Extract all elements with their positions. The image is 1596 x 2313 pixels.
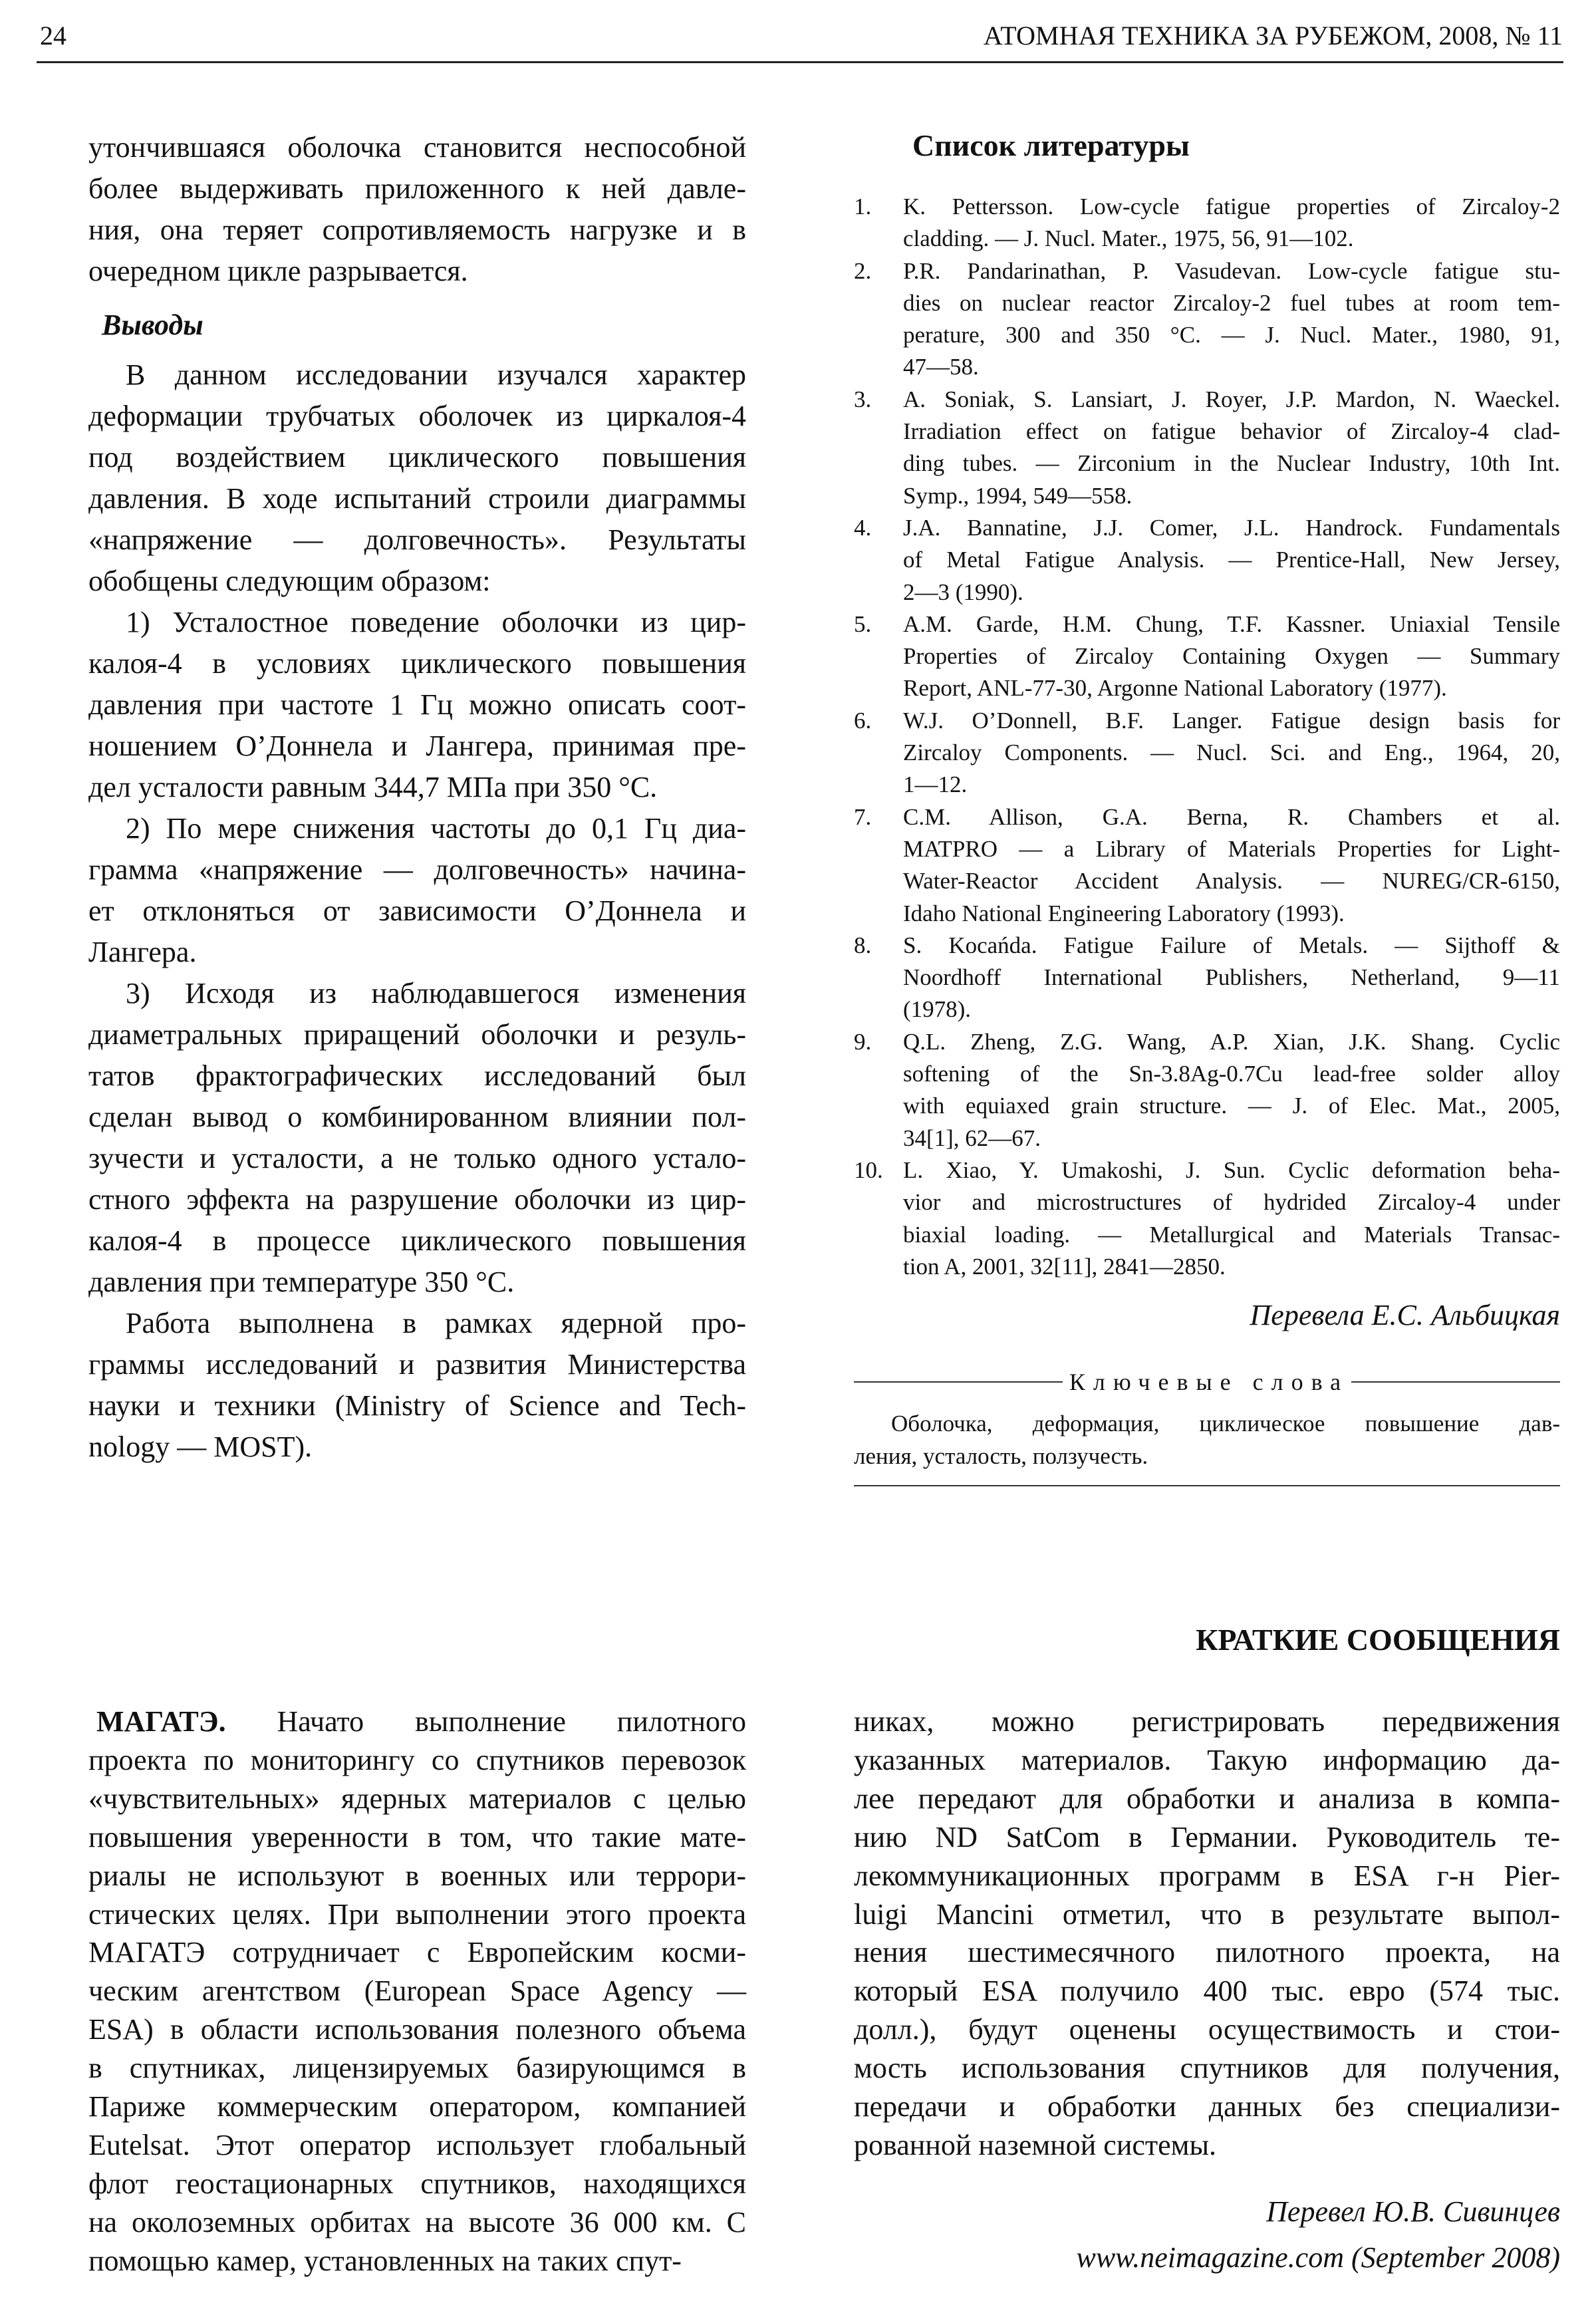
text-line: татов фрактографических исследований был bbox=[88, 1059, 746, 1092]
text-line: ношением О’Доннела и Лангера, принимая пре- bbox=[88, 730, 746, 762]
text-line: давления при частоте 1 Гц можно описать соот- bbox=[88, 688, 746, 721]
text-line: luigi Mancini отметил, что в результате выпол- bbox=[854, 1897, 1560, 1931]
text-line: Zircaloy Components. — Nucl. Sci. and Eng., 1964, 20, bbox=[903, 740, 1560, 766]
text-line: стических целях. При выполнении этого проекта bbox=[88, 1897, 746, 1931]
text-line: Idaho National Engineering Laboratory (1993). bbox=[903, 900, 1345, 926]
reference-number: 9. bbox=[854, 1028, 872, 1055]
text-line: диаметральных приращений оболочки и резуль- bbox=[88, 1018, 746, 1051]
text-line: Оболочка, деформация, циклическое повышение дав- bbox=[891, 1411, 1560, 1436]
text-line: ческим агентством (European Space Agency — bbox=[88, 1974, 746, 2008]
text-line: Water-Reactor Accident Analysis. — NUREG/CR-6150, bbox=[903, 868, 1560, 894]
text-line: граммы исследований и развития Министерства bbox=[88, 1348, 746, 1381]
text-line: S. Kocańda. Fatigue Failure of Metals. — Sijthoff & bbox=[903, 932, 1560, 958]
text-line: 1) Усталостное поведение оболочки из цир- bbox=[126, 606, 746, 638]
text-line: ESA) в области использования полезного объема bbox=[88, 2013, 746, 2046]
text-line: 2—3 (1990). bbox=[903, 579, 1023, 605]
text-line: 34[1], 62—67. bbox=[903, 1125, 1041, 1151]
article-conclusion-column bbox=[88, 127, 746, 1468]
reference-number: 3. bbox=[854, 386, 872, 412]
keywords-divider bbox=[854, 1366, 1560, 1398]
text-line: J.A. Bannatine, J.J. Comer, J.L. Handrock. Fundamentals bbox=[903, 514, 1560, 541]
text-line: флот геостационарных спутников, находящихся bbox=[88, 2167, 746, 2200]
news-left-column bbox=[88, 1702, 746, 2280]
text-line: biaxial loading. — Metallurgical and Materials Transac- bbox=[903, 1221, 1560, 1248]
text-line: Работа выполнена в рамках ядерной про- bbox=[126, 1307, 746, 1339]
text-line: «напряжение — долговечность». Результаты bbox=[88, 523, 746, 556]
text-line: утончившаяся оболочка становится неспособной bbox=[88, 131, 746, 164]
reference-number: 7. bbox=[854, 803, 872, 830]
reference-item bbox=[854, 1026, 1560, 1155]
keywords-heading: Ключевые слова bbox=[1069, 1369, 1349, 1395]
text-line bbox=[88, 1702, 746, 1741]
reference-number: 8. bbox=[854, 932, 872, 958]
text-line: ding tubes. — Zirconium in the Nuclear Industry, 10th Int. bbox=[903, 450, 1560, 477]
text-line: лее передают для обработки и анализа в компа- bbox=[854, 1782, 1560, 1815]
text-line: указанных материалов. Такую информацию да- bbox=[854, 1743, 1560, 1776]
text-line: МАГАТЭ сотрудничает с Европейским косми- bbox=[88, 1936, 746, 1969]
text-line: 2) По мере снижения частоты до 0,1 Гц диа- bbox=[126, 812, 746, 845]
text-line: tion A, 2001, 32[11], 2841—2850. bbox=[903, 1253, 1226, 1280]
text-line: под воздействием циклического повышения bbox=[88, 441, 746, 474]
text-line: 3) Исходя из наблюдавшегося изменения bbox=[126, 977, 746, 1010]
text-line: на околоземных орбитах на высоте 36 000 км. С bbox=[88, 2205, 746, 2239]
text-line: калоя-4 в условиях циклического повышения bbox=[88, 647, 746, 680]
text-line: в спутниках, лицензируемых базирующимся в bbox=[88, 2052, 746, 2085]
text-span: Начато выполнение пилотного bbox=[277, 1705, 746, 1738]
reference-number: 4. bbox=[854, 514, 872, 541]
text-line: науки и техники (Ministry of Science and Tech- bbox=[88, 1389, 746, 1422]
text-line: softening of the Sn-3.8Ag-0.7Cu lead-free solder alloy bbox=[903, 1061, 1560, 1087]
text-line: калоя-4 в процессе циклического повышения bbox=[88, 1224, 746, 1257]
text-line: ния, она теряет сопротивляемость нагрузке и в bbox=[88, 213, 746, 246]
references-list bbox=[854, 191, 1560, 1283]
text-line: MATPRO — a Library of Materials Properties for Light- bbox=[903, 835, 1560, 862]
text-line: with equiaxed grain structure. — J. of Elec. Mat., 2005, bbox=[903, 1093, 1560, 1119]
text-line: зучести и усталости, а не только одного устало- bbox=[88, 1142, 746, 1174]
text-line: очередном цикле разрывается. bbox=[88, 255, 468, 287]
text-line: давления. В ходе испытаний строили диаграммы bbox=[88, 482, 746, 515]
paragraph bbox=[88, 808, 746, 973]
paragraph bbox=[88, 1303, 746, 1468]
text-line: дел усталости равным 344,7 МПа при 350 °С. bbox=[88, 771, 658, 803]
reference-number: 2. bbox=[854, 257, 872, 284]
text-line: нения шестимесячного пилотного проекта, на bbox=[854, 1936, 1560, 1969]
text-line: L. Xiao, Y. Umakoshi, J. Sun. Cyclic deformation beha- bbox=[903, 1156, 1560, 1183]
text-line: мость использования спутников для получения, bbox=[854, 2052, 1560, 2085]
reference-text bbox=[903, 191, 1560, 255]
text-line: Лангера. bbox=[88, 936, 197, 968]
references-translator: Перевела Е.С. Альбицкая bbox=[1250, 1299, 1560, 1331]
divider-line bbox=[854, 1381, 1063, 1383]
text-line: давления при температуре 350 °С. bbox=[88, 1266, 515, 1298]
text-line: Symp., 1994, 549—558. bbox=[903, 482, 1132, 509]
reference-item bbox=[854, 255, 1560, 384]
paragraph bbox=[88, 602, 746, 808]
reference-text bbox=[903, 255, 1560, 384]
conclusions-heading: Выводы bbox=[102, 309, 203, 341]
reference-item bbox=[854, 609, 1560, 705]
text-line: P.R. Pandarinathan, P. Vasudevan. Low-cycle fatigue stu- bbox=[903, 257, 1560, 284]
reference-item bbox=[854, 191, 1560, 255]
text-line: C.M. Allison, G.A. Berna, R. Chambers et al. bbox=[903, 803, 1560, 830]
reference-number: 1. bbox=[854, 194, 872, 219]
reference-item bbox=[854, 384, 1560, 512]
text-line: ления, усталость, ползучесть. bbox=[854, 1443, 1148, 1469]
keywords-text bbox=[854, 1407, 1560, 1472]
text-line: W.J. O’Donnell, B.F. Langer. Fatigue design basis for bbox=[903, 707, 1560, 734]
text-line: vior and microstructures of hydrided Zircaloy-4 under bbox=[903, 1189, 1560, 1216]
news-source: www.neimagazine.com (September 2008) bbox=[1076, 2241, 1560, 2274]
text-line: Eutelsat. Этот оператор использует глобальный bbox=[88, 2128, 746, 2161]
text-line: нию ND SatCom в Германии. Руководитель те- bbox=[854, 1820, 1560, 1853]
reference-text bbox=[903, 609, 1560, 705]
text-line: Report, ANL-77-30, Argonne National Laboratory (1977). bbox=[903, 675, 1447, 702]
text-line: (1978). bbox=[903, 996, 972, 1023]
text-line: 47—58. bbox=[903, 354, 979, 380]
text-line: лекоммуникационных программ в ESA г-н Pier- bbox=[854, 1859, 1560, 1892]
reference-text bbox=[903, 1026, 1560, 1155]
text-line: Irradiation effect on fatigue behavior of Zircaloy-4 clad- bbox=[903, 418, 1560, 445]
reference-text bbox=[903, 705, 1560, 801]
text-line: никах, можно регистрировать передвижения bbox=[854, 1705, 1560, 1738]
news-translator: Перевел Ю.В. Сивинцев bbox=[1266, 2195, 1560, 2228]
text-line: обобщены следующим образом: bbox=[88, 565, 491, 597]
text-line: долл.), будут оценены осуществимость и стои- bbox=[854, 2013, 1560, 2046]
reference-number: 10. bbox=[854, 1156, 883, 1183]
reference-text bbox=[903, 801, 1560, 930]
text-line: Properties of Zircaloy Containing Oxygen — Summary bbox=[903, 643, 1560, 670]
text-line: Noordhoff International Publishers, Netherland, 9—11 bbox=[903, 964, 1560, 991]
reference-item bbox=[854, 705, 1560, 801]
text-line: Q.L. Zheng, Z.G. Wang, A.P. Xian, J.K. Shang. Cyclic bbox=[903, 1028, 1560, 1055]
reference-text bbox=[903, 384, 1560, 512]
text-line: который ESA получило 400 тыс. евро (574 тыс. bbox=[854, 1974, 1560, 2008]
paragraph bbox=[88, 973, 746, 1303]
reference-item bbox=[854, 801, 1560, 930]
text-line: cladding. — J. Nucl. Mater., 1975, 56, 91—102. bbox=[903, 225, 1354, 252]
text-line: проекта по мониторингу со спутников перевозок bbox=[88, 1743, 746, 1776]
text-line: 1—12. bbox=[903, 771, 968, 798]
text-line: повышения уверенности в том, что такие мате- bbox=[88, 1820, 746, 1853]
page-number: 24 bbox=[40, 21, 66, 51]
text-line: dies on nuclear reactor Zircaloy-2 fuel tubes at room tem- bbox=[903, 289, 1560, 316]
text-line: грамма «напряжение — долговечность» начина- bbox=[88, 853, 746, 886]
reference-number: 5. bbox=[854, 611, 872, 637]
text-line: рованной наземной системы. bbox=[854, 2128, 1217, 2161]
text-line: В данном исследовании изучался характер bbox=[126, 358, 746, 391]
section-title-news: КРАТКИЕ СООБЩЕНИЯ bbox=[1196, 1623, 1560, 1657]
text-line: perature, 300 and 350 °C. — J. Nucl. Mater., 1980, 91, bbox=[903, 322, 1560, 348]
text-line: помощью камер, установленных на таких спут- bbox=[88, 2244, 682, 2277]
text-line: деформации трубчатых оболочек из циркалоя-4 bbox=[88, 400, 746, 432]
text-line: A.M. Garde, H.M. Chung, T.F. Kassner. Uniaxial Tensile bbox=[903, 611, 1560, 637]
reference-text bbox=[903, 1155, 1560, 1283]
text-line: более выдерживать приложенного к ней давле- bbox=[88, 172, 746, 205]
text-line: A. Soniak, S. Lansiart, J. Royer, J.P. Mardon, N. Waeckel. bbox=[903, 386, 1560, 412]
text-line: Париже коммерческим оператором, компанией bbox=[88, 2090, 746, 2123]
news-lead-word: МАГАТЭ. bbox=[96, 1705, 226, 1738]
text-line: ет отклоняться от зависимости О’Доннела и bbox=[88, 894, 746, 927]
text-line: of Metal Fatigue Analysis. — Prentice-Hall, New Jersey, bbox=[903, 547, 1560, 573]
reference-text bbox=[903, 930, 1560, 1026]
paragraph bbox=[88, 354, 746, 602]
text-line: стного эффекта на разрушение оболочки из цир- bbox=[88, 1183, 746, 1216]
reference-item bbox=[854, 512, 1560, 609]
references-title: Список литературы bbox=[912, 128, 1190, 162]
text-line: K. Pettersson. Low-cycle fatigue properties of Zircaloy-2 bbox=[903, 194, 1560, 219]
header-rule bbox=[37, 61, 1563, 63]
news-right-column bbox=[854, 1702, 1560, 2165]
text-line: nology — MOST). bbox=[88, 1430, 313, 1463]
reference-text bbox=[903, 512, 1560, 609]
keywords-bottom-rule bbox=[854, 1485, 1560, 1486]
reference-item bbox=[854, 930, 1560, 1026]
reference-item bbox=[854, 1155, 1560, 1283]
journal-header: АТОМНАЯ ТЕХНИКА ЗА РУБЕЖОМ, 2008, № 11 bbox=[983, 21, 1563, 51]
text-line: «чувствительных» ядерных материалов с целью bbox=[88, 1782, 746, 1815]
divider-line bbox=[1351, 1381, 1560, 1383]
text-line: сделан вывод о комбинированном влиянии пол- bbox=[88, 1101, 746, 1133]
reference-number: 6. bbox=[854, 707, 872, 734]
text-line: передачи и обработки данных без специализи- bbox=[854, 2090, 1560, 2123]
text-line: риалы не используют в военных или террори- bbox=[88, 1859, 746, 1892]
